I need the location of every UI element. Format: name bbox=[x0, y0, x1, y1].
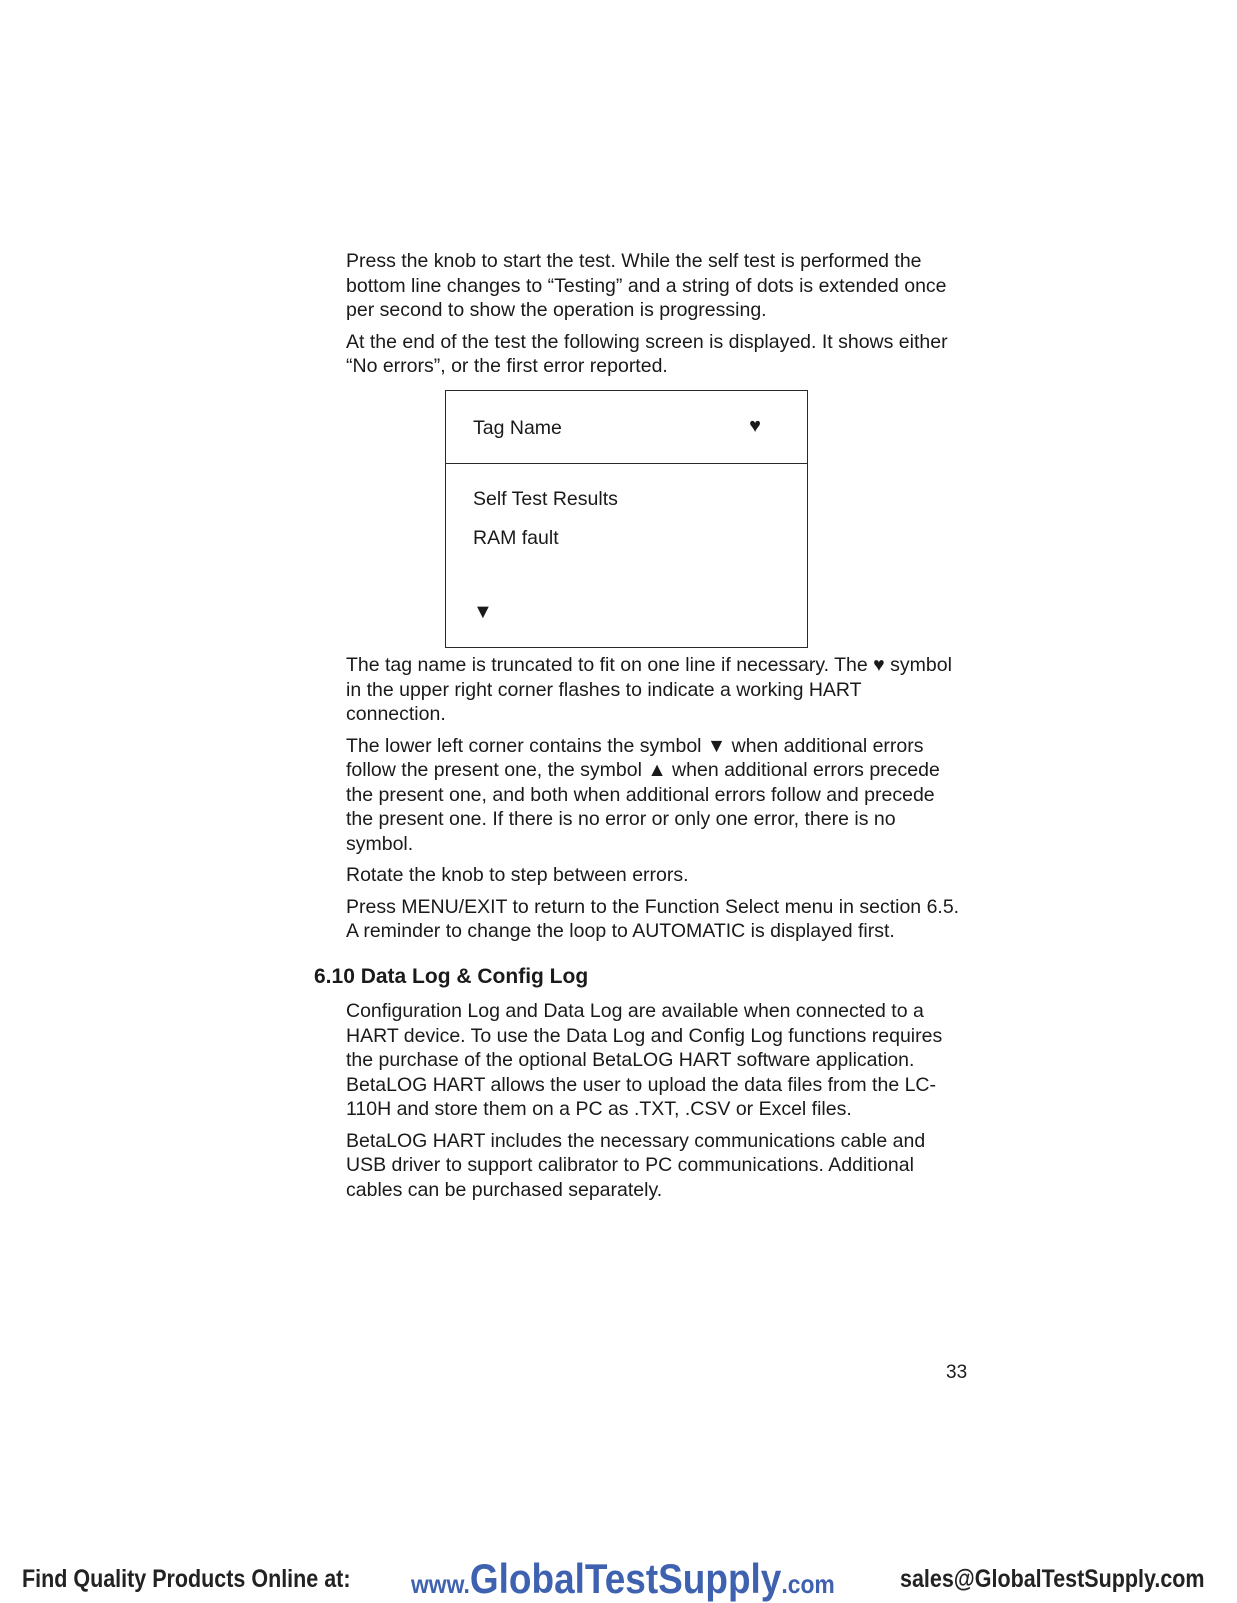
footer-banner bbox=[0, 1555, 1237, 1602]
explanation-paragraph-3: Rotate the knob to step between errors. bbox=[346, 864, 689, 886]
heart-icon: ♥ bbox=[749, 415, 761, 437]
down-arrow-icon: ▼ bbox=[473, 601, 493, 623]
footer-website-link[interactable] bbox=[411, 1555, 835, 1603]
footer-url-suffix: .com bbox=[781, 1569, 835, 1599]
explanation-paragraph-4: Press MENU/EXIT to return to the Function Select menu in section 6.5. A reminder to change the loop to AUTOMATIC is displayed first. bbox=[346, 895, 960, 942]
page-number: 33 bbox=[946, 1362, 968, 1383]
explanation-paragraph-2: The lower left corner contains the symbol ▼ when additional errors follow the present one, the symbol ▲ when additional errors precede the present one, and both when additional errors follow and precede the present one. If there is no error or only one error, there is no symbol. bbox=[346, 734, 940, 855]
footer-url-prefix: www. bbox=[411, 1569, 470, 1599]
section-paragraph-1: Configuration Log and Data Log are available when connected to a HART device. To use the Data Log and Config Log functions requires the purchase of the optional BetaLOG HART software application. BetaLOG HART allows the user to upload the data files from the LC-110H and store them on a PC as .TXT, .CSV or Excel files. bbox=[346, 1000, 943, 1120]
intro-paragraph-2: At the end of the test the following screen is displayed. It shows either “No errors”, or the first error reported. bbox=[346, 330, 948, 377]
lcd-line-error: RAM fault bbox=[473, 527, 559, 549]
lcd-line-title: Self Test Results bbox=[473, 488, 618, 510]
lcd-tag-name: Tag Name bbox=[473, 417, 562, 439]
intro-section bbox=[346, 249, 966, 386]
lcd-header bbox=[446, 391, 807, 464]
section-paragraph-2: BetaLOG HART includes the necessary communications cable and USB driver to support calibrator to PC communications. Additional cables can be purchased separately. bbox=[346, 1129, 926, 1201]
section-heading: 6.10 Data Log & Config Log bbox=[314, 965, 589, 988]
section-body bbox=[346, 999, 966, 1209]
intro-paragraph-1: Press the knob to start the test. While the self test is performed the bottom line changes to “Testing” and a string of dots is extended once per second to show the operation is progressing. bbox=[346, 250, 947, 321]
footer-email-link[interactable]: sales@GlobalTestSupply.com bbox=[900, 1565, 1205, 1593]
explanation-paragraph-1: The tag name is truncated to fit on one line if necessary. The ♥ symbol in the upper right corner flashes to indicate a working HART connection. bbox=[346, 654, 952, 725]
explanation-section bbox=[346, 653, 966, 951]
footer-url-brand: GlobalTestSupply bbox=[469, 1555, 782, 1602]
lcd-display-illustration bbox=[445, 390, 808, 648]
footer-tagline: Find Quality Products Online at: bbox=[22, 1565, 351, 1593]
